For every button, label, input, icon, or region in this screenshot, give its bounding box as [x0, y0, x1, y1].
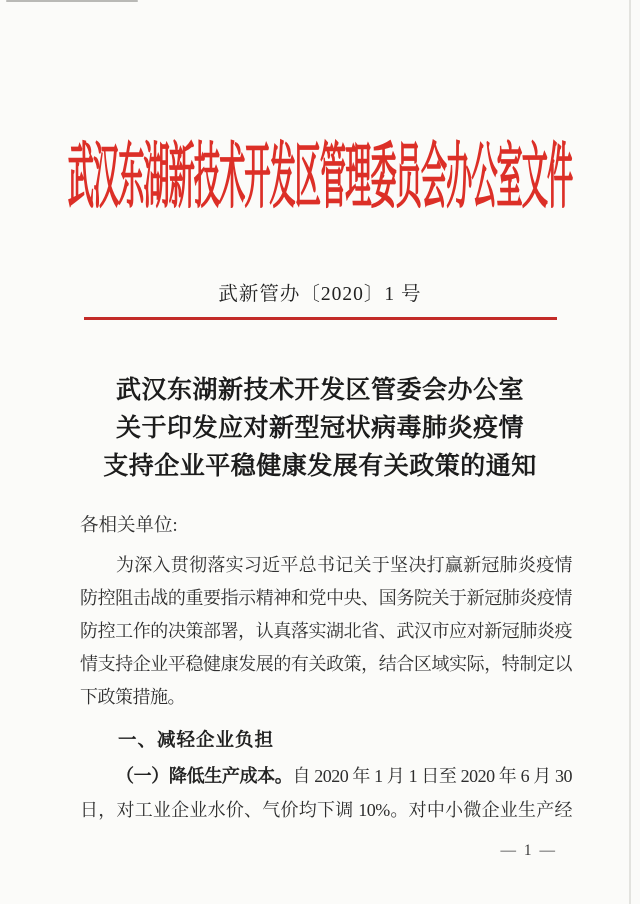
document-number: 武新管办〔2020〕1 号 — [218, 284, 422, 305]
title-line-1: 武汉东湖新技术开发区管委会办公室 — [115, 377, 524, 404]
document-title — [0, 372, 640, 486]
intro-line-2: 防控阻击战的重要指示精神和党中央、国务院关于新冠肺炎疫情 — [80, 588, 572, 608]
intro-paragraph — [80, 549, 572, 714]
clause-line-1-text: 自 2020 年 1 月 1 日至 2020 年 6 月 30 — [292, 766, 573, 786]
page-number: — 1 — — [500, 842, 557, 859]
clause-paragraph — [80, 759, 572, 827]
intro-line-4: 情支持企业平稳健康发展的有关政策，结合区域实际，特制定以 — [80, 654, 572, 674]
section-heading: 一、减轻企业负担 — [118, 729, 275, 750]
salutation: 各相关单位: — [80, 516, 178, 536]
letterhead-title: 武汉东湖新技术开发区管理委员会办公室文件 — [67, 136, 573, 217]
clause-line-2: 日，对工业企业水价、气价均下调 10%。对中小微企业生产经 — [80, 800, 572, 820]
intro-line-1: 为深入贯彻落实习近平总书记关于坚决打赢新冠肺炎疫情 — [116, 555, 572, 575]
scan-smudge-artifact — [6, 0, 138, 2]
red-divider-rule — [84, 317, 557, 320]
intro-line-3: 防控工作的决策部署，认真落实湖北省、武汉市应对新冠肺炎疫 — [80, 621, 572, 641]
intro-line-5: 下政策措施。 — [80, 687, 185, 707]
clause-line-1 — [80, 759, 572, 793]
title-line-3: 支持企业平稳健康发展有关政策的通知 — [103, 453, 537, 480]
title-line-2: 关于印发应对新型冠状病毒肺炎疫情 — [115, 415, 524, 442]
clause-label: （一）降低生产成本。 — [116, 766, 293, 786]
red-letterhead — [0, 130, 640, 217]
